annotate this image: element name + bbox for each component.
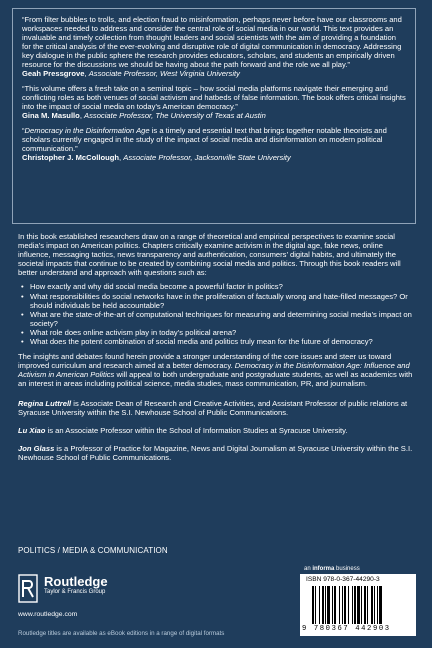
list-item xyxy=(18,310,414,328)
bullet-icon: • xyxy=(21,282,24,292)
bullet-icon: • xyxy=(21,327,24,337)
question-list xyxy=(18,282,414,346)
question-text: What role does online activism play in today’s political arena? xyxy=(30,327,237,337)
author-bio xyxy=(18,426,414,435)
description xyxy=(18,232,414,471)
author-bio xyxy=(18,399,414,417)
publisher-url[interactable]: www.routledge.com xyxy=(18,611,78,618)
bullet-icon: • xyxy=(21,291,24,301)
informa-suffix: business xyxy=(334,566,360,572)
closing-text: will appeal to both undergraduate and postgraduate students, as well as academics with an interest in areas including political science, media studies, mass communication, PR, and journalism. xyxy=(18,370,413,389)
bio-text: is an Associate Professor within the School of Information Studies at Syracuse University. xyxy=(45,425,348,435)
informa-tagline xyxy=(304,566,360,572)
question-text: What does the potent combination of social media and politics truly mean for the future of democracy? xyxy=(30,337,373,347)
endorser-name: Geah Pressgrove xyxy=(22,69,85,78)
quote-open-mark: “ xyxy=(22,126,25,135)
endorsement xyxy=(22,126,406,162)
author-bio xyxy=(18,444,414,462)
list-item xyxy=(18,282,414,291)
subject-category: POLITICS / MEDIA & COMMUNICATION xyxy=(18,546,168,555)
endorsement-quote xyxy=(22,126,406,153)
question-text: What are the state-of-the-art of computational techniques for measuring and determining social media’s impact on society? xyxy=(30,309,412,328)
list-item xyxy=(18,337,414,346)
endorsement xyxy=(22,84,406,120)
publisher-group: Taylor & Francis Group xyxy=(44,589,106,595)
quote-text: is a timely and essential text that brings together notable theorists and scholars currently engaged in the study of the impact of social media and disinformation on modern political communication.” xyxy=(22,126,387,153)
endorsement xyxy=(22,15,406,78)
quoted-book-title: Democracy in the Disinformation Age xyxy=(24,126,150,135)
informa-prefix: an xyxy=(304,566,313,572)
informa-brand: informa xyxy=(312,566,335,572)
question-text: How exactly and why did social media become a powerful factor in politics? xyxy=(30,282,283,292)
closing-paragraph xyxy=(18,352,414,388)
endorsement-quote: “This volume offers a fresh take on a seminal topic – how social media platforms navigate their emerging and conflicting roles as both venues of social activism and hatbeds of false information. The book offers critical insights into the impact of social media on today’s American democracy.” xyxy=(22,84,406,111)
bullet-icon: • xyxy=(21,309,24,319)
endorsement-attribution: Gina M. Masullo, Associate Professor, The University of Texas at Austin xyxy=(22,111,266,120)
endorsement-quote: “From filter bubbles to trolls, and election fraud to misinformation, perhaps never before have our classrooms and workspaces needed to address and consider the central role of social media in our world. This text provides an invaluable and timely collection from thought leaders and social scientists with the aim of providing a foundation for the critical analysis of the ever-evolving and disruptive role of digital communication in democracy. Addressing key dialogue in the public sphere the research provides educators, scholars, and students an empirically driven resource for the discussions we should be having about the path forward and the role we all play.” xyxy=(22,15,402,69)
ebook-note: Routledge titles are available as eBook editions in a range of digital formats xyxy=(18,630,225,637)
publisher-name: Routledge xyxy=(44,574,108,589)
endorser-title: Associate Professor, West Virginia University xyxy=(88,69,240,78)
list-item xyxy=(18,292,414,310)
book-title: Democracy in the Disinformation Age: Influence and Activism in American Politics xyxy=(18,361,410,380)
author-name: Jon Glass xyxy=(18,443,55,453)
routledge-logo-icon xyxy=(18,574,38,604)
endorser-name: Christopher J. McCollough xyxy=(22,153,120,162)
endorsement-attribution: Geah Pressgrove, Associate Professor, West Virginia University xyxy=(22,69,240,78)
list-item xyxy=(18,328,414,337)
endorsement-attribution: Christopher J. McCollough, Associate Professor, Jacksonville State University xyxy=(22,153,291,162)
barcode-bars xyxy=(312,586,406,624)
endorsements-box xyxy=(12,8,416,224)
bullet-icon: • xyxy=(21,337,24,347)
isbn-text: ISBN 978-0-367-44290-3 xyxy=(306,576,380,583)
barcode-number: 9 780367 442903 xyxy=(302,625,391,633)
endorser-title: Associate Professor, Jacksonville State University xyxy=(123,153,291,162)
bio-text: is Associate Dean of Research and Creative Activities, and Assistant Professor of public relations at Syracuse University within the S.I. Newhouse School of Public Communications. xyxy=(18,398,408,417)
question-text: What responsibilities do social networks have in the proliferation of factually wrong and hate-filled messages? Or should individuals be held accountable? xyxy=(30,291,408,310)
author-name: Regina Luttrell xyxy=(18,398,72,408)
closing-text: The insights and debates found herein provide a stronger understanding of the core issues and steer us toward improved curriculum and research aimed at a better democracy. xyxy=(18,352,392,371)
intro-paragraph: In this book established researchers draw on a range of theoretical and empirical perspectives to examine social media’s impact on American politics. Chapters critically examine activism in the digital age, fake news, online influence, messaging tactics, news transparency and authentication, consumers’ digital habits, and ultimately the societal impacts that continue to be created by combining social media and politics. Through this book readers will better understand and approach with questions such as: xyxy=(18,232,401,278)
bio-text: is a Professor of Practice for Magazine, News and Digital Journalism at Syracuse University within the S.I. Newhouse School of Public Communications. xyxy=(18,443,413,462)
publisher-logo xyxy=(18,574,218,614)
author-name: Lu Xiao xyxy=(18,425,46,435)
endorser-name: Gina M. Masullo xyxy=(22,111,80,120)
barcode xyxy=(300,574,416,636)
endorser-title: Associate Professor, The University of Texas at Austin xyxy=(84,111,266,120)
